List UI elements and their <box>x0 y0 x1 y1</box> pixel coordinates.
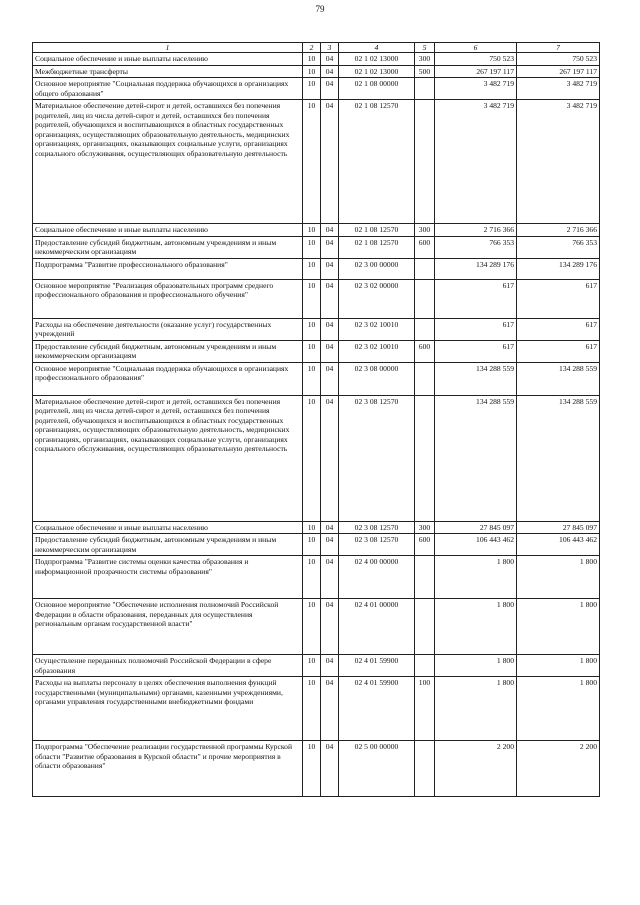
row-subsection: 04 <box>321 741 339 797</box>
row-target-item: 02 3 08 12570 <box>339 534 415 556</box>
table-row <box>33 521 600 533</box>
row-section: 10 <box>303 258 321 279</box>
row-expense-type <box>415 362 435 395</box>
table-row <box>33 362 600 395</box>
row-target-item: 02 1 08 12570 <box>339 236 415 258</box>
row-amount-year1: 134 288 559 <box>435 395 517 521</box>
row-name: Подпрограмма "Обеспечение реализации государственной программы Курской области "Развитие образования в Курской области" и прочие мероприятия в области образования" <box>33 741 303 797</box>
row-subsection: 04 <box>321 279 339 318</box>
col-header-2: 2 <box>303 43 321 53</box>
row-section: 10 <box>303 534 321 556</box>
row-expense-type: 300 <box>415 521 435 533</box>
row-name: Расходы на обеспечение деятельности (оказание услуг) государственных учреждений <box>33 318 303 340</box>
row-section: 10 <box>303 362 321 395</box>
row-name: Основное мероприятие "Реализация образовательных программ среднего профессионального образования и профессионального обучения" <box>33 279 303 318</box>
row-amount-year2: 1 800 <box>517 655 600 677</box>
row-expense-type: 600 <box>415 340 435 362</box>
table-row <box>33 655 600 677</box>
row-amount-year2: 27 845 097 <box>517 521 600 533</box>
row-target-item: 02 1 02 13000 <box>339 53 415 65</box>
page-number: 79 <box>315 4 325 14</box>
row-expense-type <box>415 599 435 655</box>
row-expense-type: 600 <box>415 236 435 258</box>
row-amount-year1: 27 845 097 <box>435 521 517 533</box>
row-amount-year1: 750 523 <box>435 53 517 65</box>
row-section: 10 <box>303 236 321 258</box>
row-section: 10 <box>303 556 321 599</box>
row-section: 10 <box>303 599 321 655</box>
row-name: Межбюджетные трансферты <box>33 65 303 77</box>
row-name: Материальное обеспечение детей-сирот и детей, оставшихся без попечения родителей, лиц из числа детей-сирот и детей, оставшихся без попечения родителей, обучающихся и воспитывающихся в областных государственных организациях, осуществляющих образовательную деятельность, медицинских организациях, организациях, оказывающих социальные услуги, организациях социального обслуживания, осуществляющих образовательную деятельность <box>33 100 303 224</box>
row-section: 10 <box>303 677 321 741</box>
row-amount-year1: 267 197 117 <box>435 65 517 77</box>
row-section: 10 <box>303 100 321 224</box>
row-amount-year1: 134 289 176 <box>435 258 517 279</box>
row-amount-year2: 134 289 176 <box>517 258 600 279</box>
table-row <box>33 65 600 77</box>
row-amount-year2: 750 523 <box>517 53 600 65</box>
row-target-item: 02 3 00 00000 <box>339 258 415 279</box>
row-name: Подпрограмма "Развитие системы оценки качества образования и информационной прозрачности системы образования" <box>33 556 303 599</box>
row-subsection: 04 <box>321 599 339 655</box>
row-name: Предоставление субсидий бюджетным, автономным учреждениям и иным некоммерческим организациям <box>33 340 303 362</box>
row-amount-year2: 134 288 559 <box>517 395 600 521</box>
table-row <box>33 279 600 318</box>
row-subsection: 04 <box>321 677 339 741</box>
row-name: Подпрограмма "Развитие профессионального образования" <box>33 258 303 279</box>
row-target-item: 02 4 00 00000 <box>339 556 415 599</box>
row-target-item: 02 1 08 12570 <box>339 224 415 236</box>
row-section: 10 <box>303 318 321 340</box>
row-name: Основное мероприятие "Обеспечение исполнения полномочий Российской Федерации в области образования, переданных для осуществления региональным органам государственной власти" <box>33 599 303 655</box>
row-section: 10 <box>303 521 321 533</box>
row-amount-year1: 617 <box>435 318 517 340</box>
row-section: 10 <box>303 741 321 797</box>
row-amount-year1: 766 353 <box>435 236 517 258</box>
row-section: 10 <box>303 395 321 521</box>
row-amount-year2: 617 <box>517 279 600 318</box>
row-section: 10 <box>303 53 321 65</box>
row-subsection: 04 <box>321 521 339 533</box>
row-target-item: 02 5 00 00000 <box>339 741 415 797</box>
table-row <box>33 556 600 599</box>
row-amount-year2: 3 482 719 <box>517 100 600 224</box>
row-amount-year2: 1 800 <box>517 556 600 599</box>
row-target-item: 02 3 08 12570 <box>339 521 415 533</box>
row-subsection: 04 <box>321 78 339 100</box>
row-subsection: 04 <box>321 556 339 599</box>
row-amount-year1: 3 482 719 <box>435 100 517 224</box>
row-expense-type <box>415 100 435 224</box>
row-amount-year2: 766 353 <box>517 236 600 258</box>
row-section: 10 <box>303 65 321 77</box>
col-header-5: 5 <box>415 43 435 53</box>
table-row <box>33 395 600 521</box>
row-expense-type: 500 <box>415 65 435 77</box>
row-amount-year1: 1 800 <box>435 677 517 741</box>
row-subsection: 04 <box>321 236 339 258</box>
row-name: Социальное обеспечение и иные выплаты населению <box>33 53 303 65</box>
row-amount-year2: 2 716 366 <box>517 224 600 236</box>
row-amount-year2: 2 200 <box>517 741 600 797</box>
row-name: Основное мероприятие "Социальная поддержка обучающихся в организациях общего образования" <box>33 78 303 100</box>
row-target-item: 02 3 08 00000 <box>339 362 415 395</box>
table-row <box>33 224 600 236</box>
row-section: 10 <box>303 279 321 318</box>
row-amount-year1: 1 800 <box>435 599 517 655</box>
row-name: Основное мероприятие "Социальная поддержка обучающихся в организациях профессионального образования" <box>33 362 303 395</box>
row-section: 10 <box>303 224 321 236</box>
row-subsection: 04 <box>321 53 339 65</box>
row-amount-year2: 134 288 559 <box>517 362 600 395</box>
row-name: Предоставление субсидий бюджетным, автономным учреждениям и иным некоммерческим организациям <box>33 534 303 556</box>
row-expense-type <box>415 556 435 599</box>
row-amount-year1: 2 716 366 <box>435 224 517 236</box>
row-amount-year2: 1 800 <box>517 677 600 741</box>
row-name: Предоставление субсидий бюджетным, автономным учреждениям и иным некоммерческим организациям <box>33 236 303 258</box>
budget-table <box>32 42 600 797</box>
row-expense-type <box>415 655 435 677</box>
row-amount-year2: 106 443 462 <box>517 534 600 556</box>
row-expense-type: 300 <box>415 53 435 65</box>
table-row <box>33 258 600 279</box>
row-subsection: 04 <box>321 258 339 279</box>
row-expense-type <box>415 395 435 521</box>
col-header-4: 4 <box>339 43 415 53</box>
row-amount-year1: 1 800 <box>435 556 517 599</box>
row-expense-type: 300 <box>415 224 435 236</box>
row-subsection: 04 <box>321 534 339 556</box>
row-section: 10 <box>303 655 321 677</box>
row-target-item: 02 4 01 00000 <box>339 599 415 655</box>
table-row <box>33 677 600 741</box>
row-subsection: 04 <box>321 65 339 77</box>
row-amount-year1: 617 <box>435 340 517 362</box>
row-amount-year1: 134 288 559 <box>435 362 517 395</box>
row-subsection: 04 <box>321 362 339 395</box>
row-amount-year2: 617 <box>517 318 600 340</box>
row-amount-year2: 1 800 <box>517 599 600 655</box>
row-expense-type <box>415 318 435 340</box>
row-amount-year1: 2 200 <box>435 741 517 797</box>
table-row <box>33 53 600 65</box>
row-expense-type: 600 <box>415 534 435 556</box>
row-subsection: 04 <box>321 318 339 340</box>
row-amount-year1: 3 482 719 <box>435 78 517 100</box>
row-subsection: 04 <box>321 224 339 236</box>
row-target-item: 02 3 08 12570 <box>339 395 415 521</box>
row-target-item: 02 1 08 00000 <box>339 78 415 100</box>
row-expense-type: 100 <box>415 677 435 741</box>
table-row <box>33 340 600 362</box>
row-amount-year1: 617 <box>435 279 517 318</box>
row-subsection: 04 <box>321 100 339 224</box>
row-expense-type <box>415 258 435 279</box>
col-header-7: 7 <box>517 43 600 53</box>
row-target-item: 02 4 01 59900 <box>339 655 415 677</box>
row-expense-type <box>415 279 435 318</box>
row-name: Расходы на выплаты персоналу в целях обеспечения выполнения функций государственными (муниципальными) органами, казенными учреждениями, органами управления государственными внебюджетными фондами <box>33 677 303 741</box>
row-section: 10 <box>303 340 321 362</box>
row-target-item: 02 3 02 10010 <box>339 318 415 340</box>
row-target-item: 02 3 02 00000 <box>339 279 415 318</box>
row-expense-type <box>415 78 435 100</box>
row-expense-type <box>415 741 435 797</box>
table-row <box>33 78 600 100</box>
table-row <box>33 741 600 797</box>
row-amount-year1: 106 443 462 <box>435 534 517 556</box>
table-row <box>33 599 600 655</box>
col-header-3: 3 <box>321 43 339 53</box>
row-name: Материальное обеспечение детей-сирот и детей, оставшихся без попечения родителей, лиц из числа детей-сирот и детей, оставшихся без попечения родителей, обучающихся и воспитывающихся в областных государственных организациях, осуществляющих образовательную деятельность, медицинских организациях, организациях, оказывающих социальные услуги, организациях социального обслуживания, осуществляющих образовательную деятельность <box>33 395 303 521</box>
row-amount-year2: 267 197 117 <box>517 65 600 77</box>
row-section: 10 <box>303 78 321 100</box>
row-subsection: 04 <box>321 395 339 521</box>
table-row <box>33 318 600 340</box>
column-number-row <box>33 43 600 53</box>
row-target-item: 02 4 01 59900 <box>339 677 415 741</box>
row-name: Социальное обеспечение и иные выплаты населению <box>33 224 303 236</box>
row-amount-year2: 617 <box>517 340 600 362</box>
row-target-item: 02 1 02 13000 <box>339 65 415 77</box>
col-header-6: 6 <box>435 43 517 53</box>
row-name: Осуществление переданных полномочий Российской Федерации в сфере образования <box>33 655 303 677</box>
table-body <box>33 53 600 797</box>
col-header-1: 1 <box>33 43 303 53</box>
row-name: Социальное обеспечение и иные выплаты населению <box>33 521 303 533</box>
row-subsection: 04 <box>321 340 339 362</box>
row-target-item: 02 3 02 10010 <box>339 340 415 362</box>
row-target-item: 02 1 08 12570 <box>339 100 415 224</box>
table-row <box>33 236 600 258</box>
table-row <box>33 100 600 224</box>
row-subsection: 04 <box>321 655 339 677</box>
row-amount-year2: 3 482 719 <box>517 78 600 100</box>
table-row <box>33 534 600 556</box>
row-amount-year1: 1 800 <box>435 655 517 677</box>
